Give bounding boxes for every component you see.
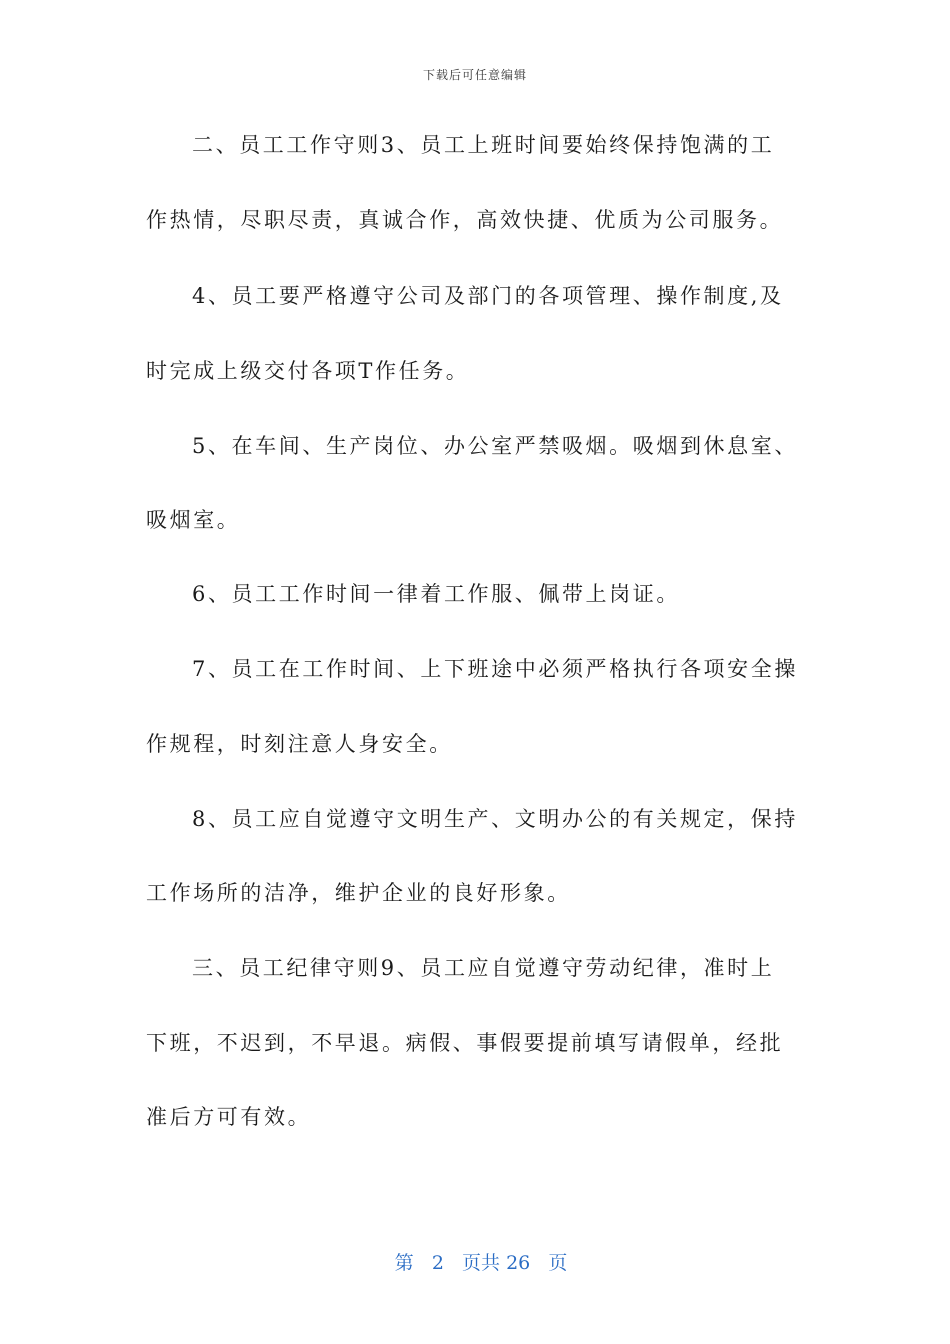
paragraph-line: 作热情，尽职尽责，真诚合作，高效快捷、优质为公司服务。 <box>146 208 784 232</box>
paragraph-line: 下班，不迟到，不早退。病假、事假要提前填写请假单，经批 <box>146 1031 784 1055</box>
header-note: 下载后可任意编辑 <box>422 68 527 82</box>
paragraph-line: 准后方可有效。 <box>146 1105 312 1129</box>
paragraph-line: 二、员工工作守则3、员工上班时间要始终保持饱满的工 <box>192 133 775 157</box>
page-middle: 页共 <box>462 1252 501 1274</box>
paragraph-line: 工作场所的洁净，维护企业的良好形象。 <box>146 881 571 905</box>
paragraph-line: 吸烟室。 <box>146 508 241 532</box>
paragraph-line: 5、在车间、生产岗位、办公室严禁吸烟。吸烟到休息室、 <box>192 434 798 458</box>
paragraph-line: 6、员工工作时间一律着工作服、佩带上岗证。 <box>192 582 680 606</box>
page-number-footer <box>0 1226 950 1275</box>
paragraph-line: 7、员工在工作时间、上下班途中必须严格执行各项安全操 <box>192 657 798 681</box>
paragraph-line: 8、员工应自觉遵守文明生产、文明办公的有关规定，保持 <box>192 807 798 831</box>
paragraph-line: 作规程，时刻注意人身安全。 <box>146 732 453 756</box>
page-total: 26 <box>506 1252 531 1274</box>
page-suffix: 页 <box>548 1252 568 1274</box>
paragraph-line: 三、员工纪律守则9、员工应自觉遵守劳动纪律，准时上 <box>192 956 775 980</box>
paragraph-line: 时完成上级交付各项T作任务。 <box>146 359 470 383</box>
page-current: 2 <box>431 1252 444 1274</box>
page-prefix: 第 <box>394 1252 414 1274</box>
paragraph-line: 4、员工要严格遵守公司及部门的各项管理、操作制度,及 <box>192 284 784 308</box>
